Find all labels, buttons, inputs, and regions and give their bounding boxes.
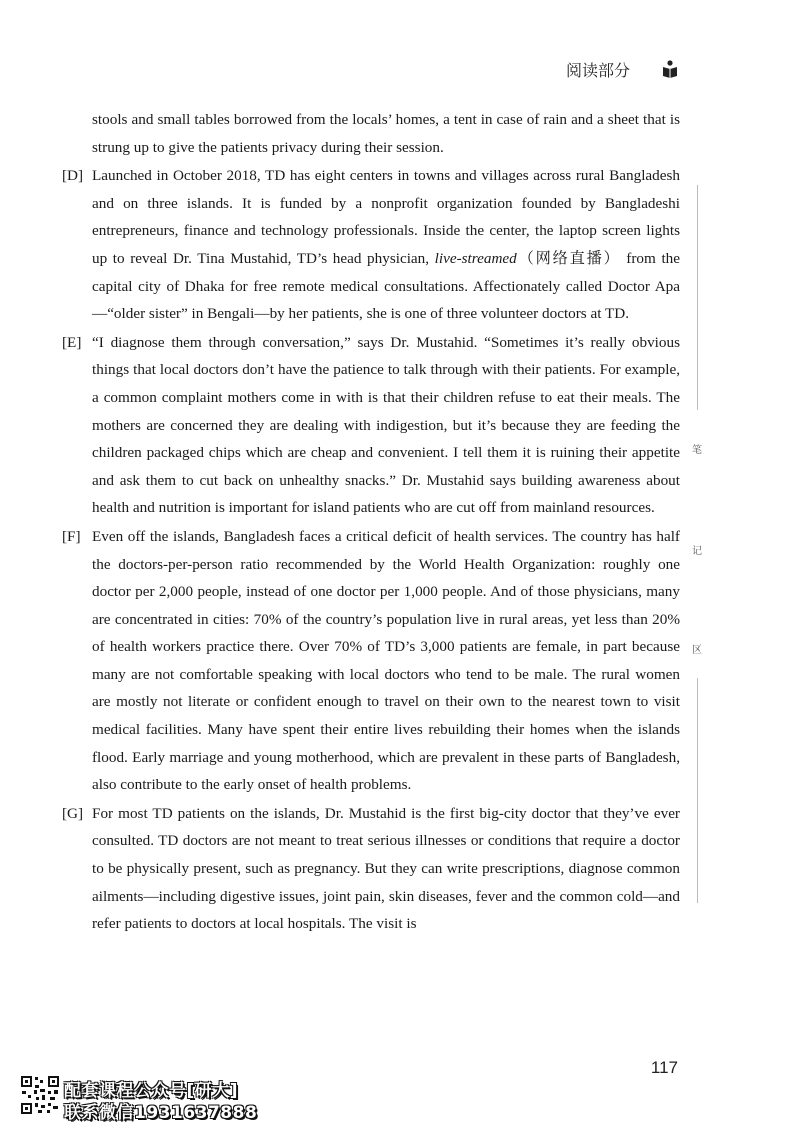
paragraph-text: Even off the islands, Bangladesh faces a critical deficit of health services. The country has half the doctors-per-person ratio recommended by the World Health Organization: roughly one doctor per 2,000 people, instead of one doctor per 1,000 people. And of those physicians, many are concentrated in cities: 70% of the country’s population live in rural areas, yet less than 20% of health workers practice there. Over 70% of TD’s 3,000 patients are female, in part because many are not comfortable speaking with local doctors who tend to be male. The rural women are mostly not literate or confident enough to travel on their own to the nearest town to visit medical facilities. Many have spent their entire lives rebuilding their homes when the islands flood. Early marriage and young motherhood, which are prevalent in these parts of Bangladesh, also contribute to the early onset of health problems. (92, 527, 680, 794)
italic-term: live-streamed (434, 249, 517, 267)
paragraph-d (62, 162, 680, 328)
qr-code-icon[interactable] (20, 1075, 60, 1115)
paragraph-e (62, 329, 680, 522)
paragraph-tag: [F] (62, 527, 81, 545)
paragraph-text: For most TD patients on the islands, Dr. Mustahid is the first big-city doctor that they’ve ever consulted. TD doctors are not meant to treat serious illnesses or conditions that require a doctor to be physically present, such as pregnancy. But they can write prescriptions, diagnose common ailments—including digestive issues, joint pain, skin diseases, fever and the common cold—and refer patients to doctors at local hospitals. The visit is (92, 804, 680, 933)
paragraph-text (92, 162, 680, 328)
promo-banner-line-2: 联系微信1931637888 (64, 1103, 258, 1123)
promo-banner-line-1: 配套课程公众号[研大] (64, 1081, 239, 1101)
paragraph-tag: [D] (62, 167, 84, 185)
paragraph-tag: [E] (62, 333, 82, 351)
reading-person-icon (662, 60, 678, 78)
paragraph-text-part: Launched in October 2018, TD has eight centers in towns and villages across rural Bangladesh and on three islands. It is funded by a nonprofit organization founded by Bangladeshi entrepreneurs, finance and technology professionals. Inside the center, the laptop screen lights up to reveal Dr. Tina Mustahid, TD’s head physician, (92, 167, 680, 267)
page-number: 117 (650, 1058, 678, 1077)
margin-note: 笔 (692, 445, 702, 456)
margin-note: 区 (692, 645, 702, 656)
paragraph-f (62, 523, 680, 799)
paragraph-g (62, 800, 680, 938)
continuation-paragraph: stools and small tables borrowed from the locals’ homes, a tent in case of rain and a sheet that is strung up to give the patients privacy during their session. (92, 111, 680, 156)
paragraph-text-part: （网络直播） from the capital city of Dhaka for free remote medical consultations. Affectionately called Doctor Apa—“older sister” in Bengali—by her patients, she is one of three volunteer doctors at TD. (92, 249, 681, 323)
article-body (62, 106, 680, 938)
paragraph-tag: [G] (62, 804, 84, 822)
section-title: 阅读部分 (565, 61, 630, 80)
notes-divider (697, 678, 698, 903)
margin-note: 记 (692, 546, 702, 557)
paragraph-text: “I diagnose them through conversation,” says Dr. Mustahid. “Sometimes it’s really obvious things that local doctors don’t have the patience to talk through with their patients. For example, a common complaint mothers come in with is that their children refuse to eat their meals. The mothers are concerned they are dealing with indigestion, but it’s because they are feeding the children packaged chips which are cheap and convenient. I tell them it is ruining their appetite and ask them to cut back on unhealthy snacks.” Dr. Mustahid says building awareness about health and nutrition is important for island patients who are cut off from mainland resources. (92, 333, 680, 517)
notes-divider (697, 185, 698, 410)
